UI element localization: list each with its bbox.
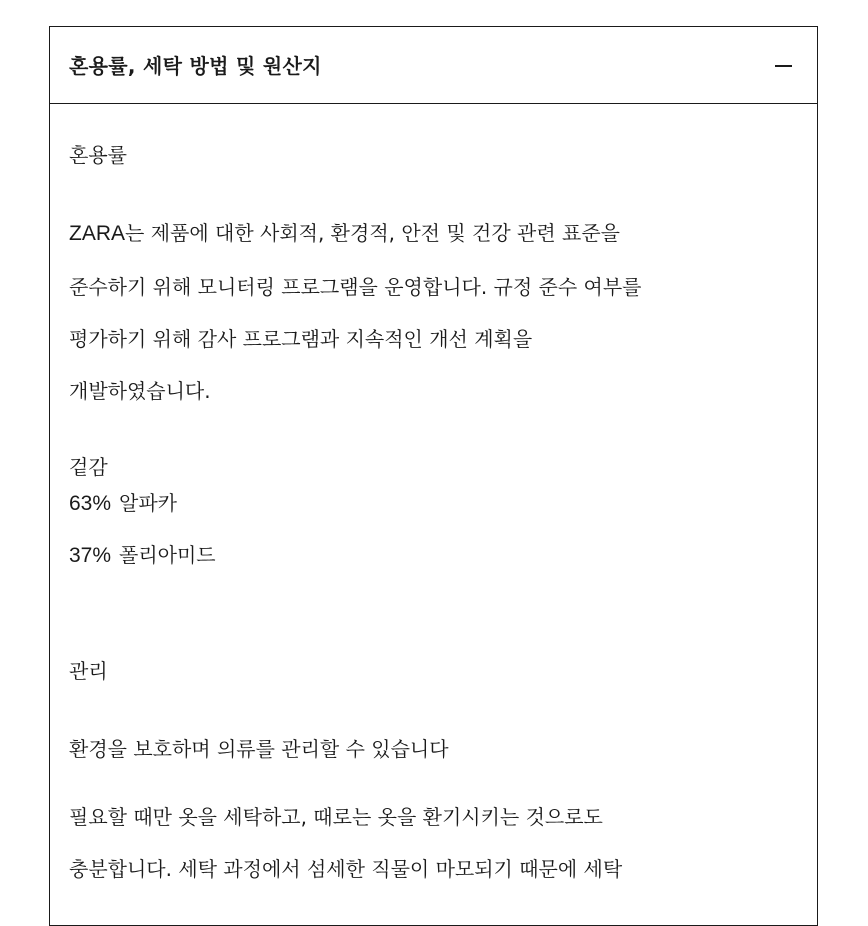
minus-bar xyxy=(775,65,792,67)
material-percent: 37% xyxy=(69,544,112,567)
material-name: 폴리아미드 xyxy=(119,543,216,567)
material-name: 알파카 xyxy=(119,491,177,515)
composition-paragraph-line-4: 개발하였습니다. xyxy=(69,379,211,403)
material-percent: 63% xyxy=(69,492,112,515)
collapse-icon[interactable] xyxy=(771,53,795,77)
composition-paragraph-line-1 xyxy=(69,217,620,246)
composition-paragraph-line-2: 준수하기 위해 모니터링 프로그램을 운영합니다. 규정 준수 여부를 xyxy=(69,275,642,299)
material-item xyxy=(69,539,216,568)
composition-heading: 혼용률 xyxy=(69,143,127,167)
composition-paragraph-line-3: 평가하기 위해 감사 프로그램과 지속적인 개선 계획을 xyxy=(69,327,533,351)
care-paragraph-line-2: 충분합니다. 세탁 과정에서 섬세한 직물이 마모되기 때문에 세탁 xyxy=(69,857,623,881)
composition-care-panel xyxy=(49,26,818,926)
material-item xyxy=(69,487,177,516)
care-subheading: 환경을 보호하며 의류를 관리할 수 있습니다 xyxy=(69,737,449,761)
outer-fabric-label: 겉감 xyxy=(69,455,108,479)
care-paragraph-line-1: 필요할 때만 옷을 세탁하고, 때로는 옷을 환기시키는 것으로도 xyxy=(69,805,603,829)
paragraph-text: 는 제품에 대한 사회적, 환경적, 안전 및 건강 관련 표준을 xyxy=(125,221,620,245)
care-heading: 관리 xyxy=(69,659,108,683)
panel-header[interactable] xyxy=(50,27,817,104)
brand-name: ZARA xyxy=(69,222,126,245)
panel-title: 혼용률, 세탁 방법 및 원산지 xyxy=(69,53,322,78)
